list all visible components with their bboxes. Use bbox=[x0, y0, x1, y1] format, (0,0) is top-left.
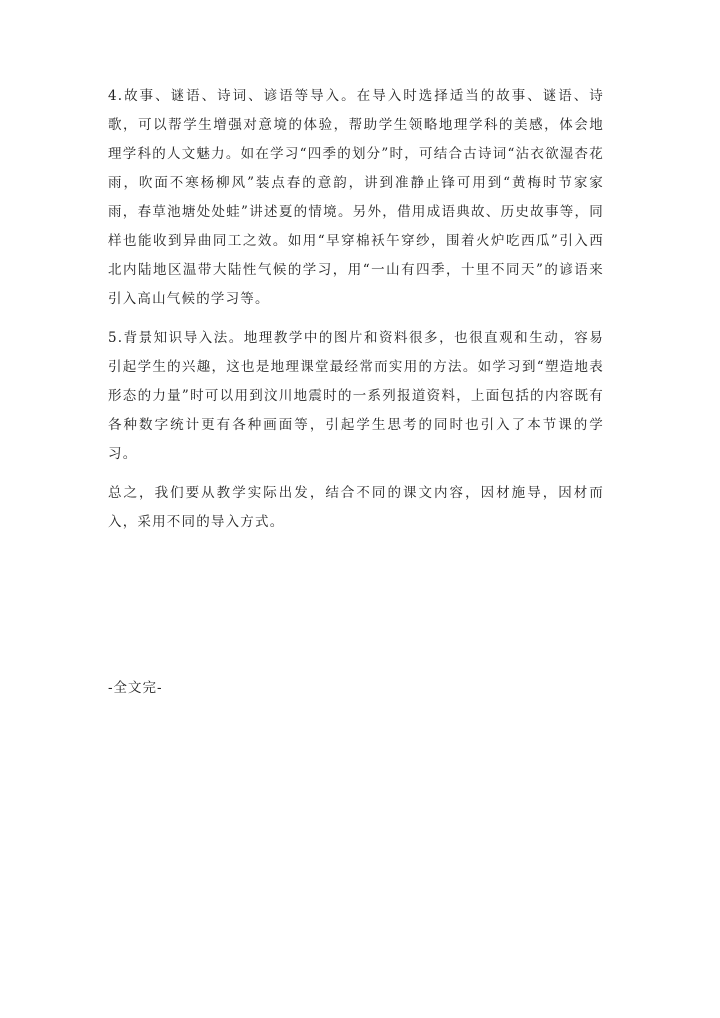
paragraph-item-4: 4.故事、谜语、诗词、谚语等导入。在导入时选择适当的故事、谜语、诗歌，可以帮学生增强对意境的体验，帮助学生领略地理学科的美感，体会地理学科的人文魅力。如在学习“四季的划分”时，可结合古诗词“沾衣欲湿杏花雨，吹面不寒杨柳风”装点春的意韵，讲到准静止锋可用到“黄梅时节家家雨，春草池塘处处蛙”讲述夏的情境。另外，借用成语典故、历史故事等，同样也能收到异曲同工之效。如用“早穿棉袄午穿纱，围着火炉吃西瓜”引入西北内陆地区温带大陆性气候的学习，用“一山有四季，十里不同天”的谚语来引入高山气候的学习等。 bbox=[108, 88, 604, 307]
paragraph-conclusion: 总之，我们要从教学实际出发，结合不同的课文内容，因材施导，因材而入，采用不同的导入方式。 bbox=[108, 485, 604, 530]
paragraph-item-5: 5.背景知识导入法。地理教学中的图片和资料很多，也很直观和生动，容易引起学生的兴趣，这也是地理课堂最经常而实用的方法。如学习到“塑造地表形态的力量”时可以用到汶川地震时的一系列报道资料，上面包括的内容既有各种数字统计更有各种画面等，引起学生思考的同时也引入了本节课的学习。 bbox=[108, 330, 604, 462]
document-body bbox=[108, 82, 604, 547]
document-end-marker: -全文完- bbox=[108, 680, 163, 696]
